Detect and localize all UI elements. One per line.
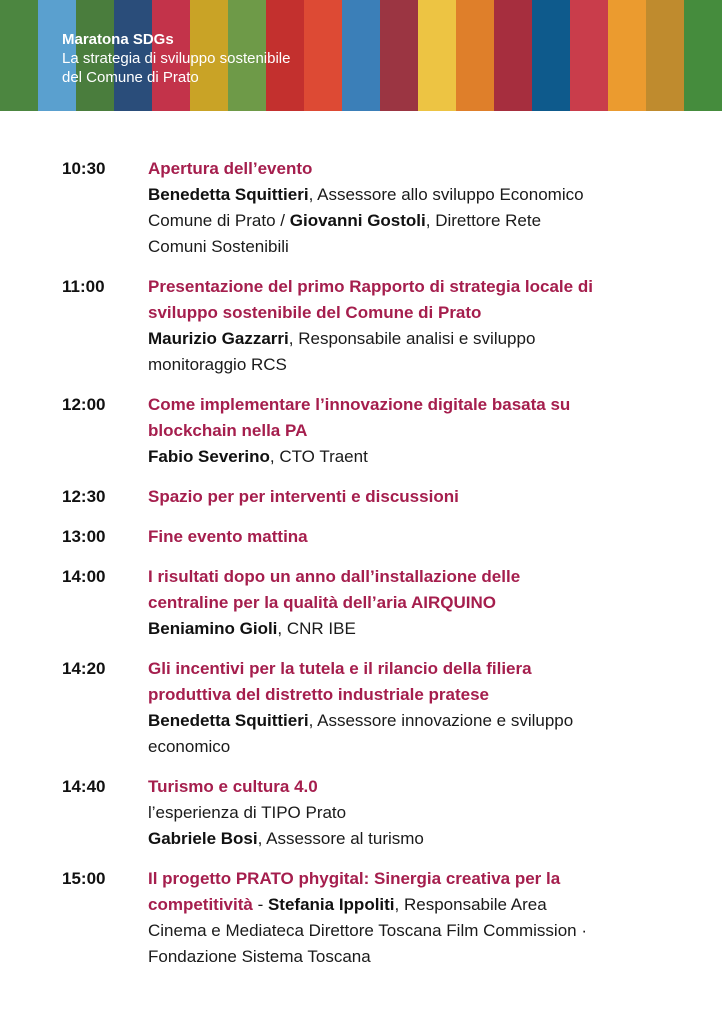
speaker-role: , Direttore Rete	[425, 211, 542, 230]
agenda-content	[148, 524, 682, 550]
speaker-role: , CNR IBE	[277, 619, 356, 638]
agenda-time: 14:20	[62, 659, 106, 678]
agenda-time: 12:00	[62, 395, 106, 414]
color-stripe	[0, 0, 38, 111]
color-stripe	[646, 0, 684, 111]
agenda-title-line: Il progetto PRATO phygital: Sinergia creativa per la	[148, 869, 561, 888]
agenda-title-line: I risultati dopo un anno dall’installazione delle	[148, 567, 521, 586]
agenda-item	[62, 524, 682, 550]
speaker-role: Comuni Sostenibili	[148, 237, 289, 256]
color-stripe	[304, 0, 342, 111]
agenda-time: 14:40	[62, 777, 106, 796]
agenda-item	[62, 774, 682, 852]
agenda-content	[148, 656, 682, 760]
agenda-content	[148, 564, 682, 642]
event-subtitle-line-2: del Comune di Prato	[62, 69, 199, 86]
color-stripe	[494, 0, 532, 111]
agenda-detail-line	[148, 918, 682, 944]
agenda-title: Apertura dell’evento	[148, 159, 313, 178]
agenda-item	[62, 656, 682, 760]
agenda-title-line: sviluppo sostenibile del Comune di Prato	[148, 303, 482, 322]
color-stripe	[570, 0, 608, 111]
color-stripe	[380, 0, 418, 111]
speaker-role: Comune di Prato /	[148, 211, 290, 230]
color-stripe	[456, 0, 494, 111]
speaker-name: Giovanni Gostoli	[289, 211, 426, 230]
speaker-role: Fondazione Sistema Toscana	[148, 947, 371, 966]
speaker-name: Benedetta Squittieri	[148, 185, 309, 204]
speaker-name: Stefania Ippoliti	[267, 895, 395, 914]
color-stripe	[342, 0, 380, 111]
speaker-role: , Responsabile Area	[394, 895, 547, 914]
agenda-item	[62, 564, 682, 642]
agenda-title-line: Fine evento mattina	[148, 527, 308, 546]
event-subtitle-line-1: La strategia di sviluppo sostenibile	[62, 50, 291, 67]
agenda-item	[62, 392, 682, 470]
speaker-role: Cinema e Mediateca Direttore Toscana Film Commission ·	[148, 921, 588, 940]
agenda-title-line: blockchain nella PA	[148, 421, 308, 440]
agenda-content	[148, 484, 682, 510]
agenda-detail-line	[148, 708, 682, 734]
agenda-content	[148, 274, 682, 378]
agenda-content	[148, 774, 682, 852]
agenda-time: 15:00	[62, 869, 106, 888]
agenda-detail-line	[148, 326, 682, 352]
agenda-item	[62, 484, 682, 510]
speaker-name: Gabriele Bosi	[148, 829, 258, 848]
agenda-time: 13:00	[62, 527, 106, 546]
agenda-content	[148, 866, 682, 970]
agenda-detail-line	[148, 734, 682, 760]
agenda-time: 12:30	[62, 487, 106, 506]
agenda-time: 10:30	[62, 159, 106, 178]
agenda-detail-line	[148, 800, 682, 826]
agenda-time: 14:00	[62, 567, 106, 586]
color-stripe	[684, 0, 722, 111]
agenda-detail-line	[148, 234, 682, 260]
agenda-title-line: Gli incentivi per la tutela e il rilancio della filiera	[148, 659, 532, 678]
agenda-title-line: Turismo e cultura 4.0	[148, 777, 318, 796]
agenda-item	[62, 866, 682, 970]
agenda-detail-line	[148, 352, 682, 378]
agenda-detail-line	[148, 616, 682, 642]
speaker-name: Fabio Severino	[148, 447, 270, 466]
speaker-role: economico	[148, 737, 231, 756]
color-stripe	[532, 0, 570, 111]
speaker-role: , Assessore allo sviluppo Economico	[308, 185, 584, 204]
agenda-content	[148, 392, 682, 470]
agenda-title-line: Presentazione del primo Rapporto di strategia locale di	[148, 277, 593, 296]
agenda-title-line: centraline per la qualità dell’aria AIRQUINO	[148, 593, 496, 612]
speaker-role: , Assessore innovazione e sviluppo	[308, 711, 574, 730]
speaker-role: , Assessore al turismo	[257, 829, 424, 848]
color-stripe	[608, 0, 646, 111]
separator: -	[252, 895, 268, 914]
agenda-detail-line	[148, 826, 682, 852]
header-text	[62, 30, 290, 87]
agenda-content	[148, 156, 682, 260]
agenda-detail-line	[148, 208, 682, 234]
agenda-detail-line	[148, 944, 682, 970]
agenda-title-line: Come implementare l’innovazione digitale basata su	[148, 395, 571, 414]
agenda-item	[62, 274, 682, 378]
agenda-mixed-line	[148, 892, 682, 918]
speaker-name: Benedetta Squittieri	[148, 711, 309, 730]
color-stripe	[418, 0, 456, 111]
agenda-item	[62, 156, 682, 260]
agenda-title-line: competitività	[148, 895, 253, 914]
agenda-title-line: Spazio per per interventi e discussioni	[148, 487, 459, 506]
speaker-role: , CTO Traent	[269, 447, 368, 466]
agenda-time: 11:00	[62, 277, 105, 296]
agenda-detail-line	[148, 182, 682, 208]
speaker-role: monitoraggio RCS	[148, 355, 287, 374]
agenda-list	[62, 156, 682, 984]
event-title: Maratona SDGs	[62, 31, 174, 48]
agenda-detail-line	[148, 444, 682, 470]
speaker-name: Beniamino Gioli	[148, 619, 278, 638]
speaker-role: l’esperienza di TIPO Prato	[148, 803, 347, 822]
agenda-title-line: produttiva del distretto industriale pratese	[148, 685, 490, 704]
speaker-role: , Responsabile analisi e sviluppo	[288, 329, 536, 348]
speaker-name: Maurizio Gazzarri	[148, 329, 289, 348]
